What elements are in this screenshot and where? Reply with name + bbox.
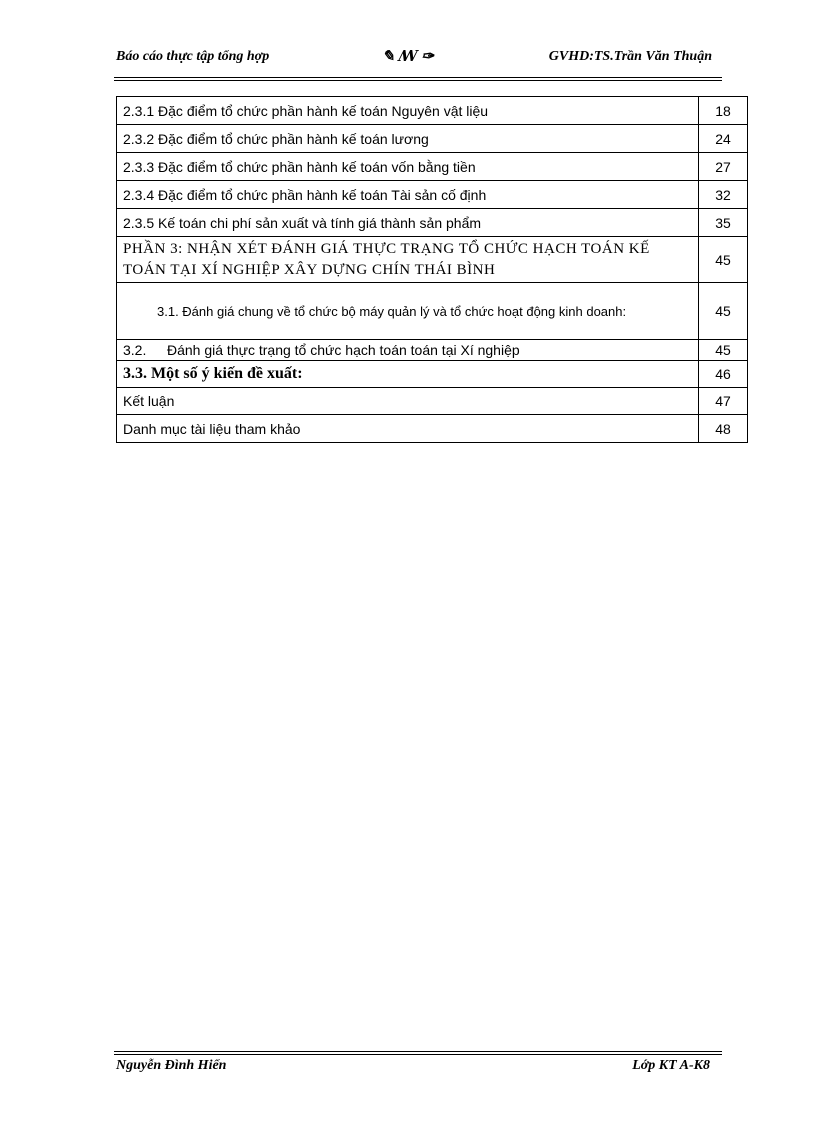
toc-title: 2.3.2 Đặc điểm tổ chức phần hành kế toán lương — [117, 125, 699, 153]
toc-title: Đánh giá thực trạng tổ chức hạch toán toán tại Xí nghiệp — [167, 342, 520, 358]
toc-title: 2.3.3 Đặc điểm tổ chức phần hành kế toán vốn bằng tiền — [117, 153, 699, 181]
toc-title: 3.3. Một số ý kiến đề xuất: — [117, 361, 699, 388]
toc-title: 3.1. Đánh giá chung về tổ chức bộ máy quản lý và tổ chức hoạt động kinh doanh: — [117, 283, 699, 340]
toc-row — [117, 209, 748, 237]
toc-row — [117, 153, 748, 181]
toc-page-number: 35 — [699, 209, 748, 237]
toc-page-number: 18 — [699, 97, 748, 125]
header-divider — [114, 77, 722, 81]
toc-row — [117, 237, 748, 283]
toc-page-number: 48 — [699, 415, 748, 443]
toc-row — [117, 361, 748, 388]
header-ornament: ✎ ꟿ ✑ — [382, 49, 434, 65]
toc-title: 2.3.5 Kế toán chi phí sản xuất và tính giá thành sản phẩm — [117, 209, 699, 237]
toc-page-number: 32 — [699, 181, 748, 209]
toc-title-cell — [117, 340, 699, 361]
toc-page-number: 45 — [699, 283, 748, 340]
toc-row — [117, 97, 748, 125]
toc-row — [117, 415, 748, 443]
toc-title: 2.3.1 Đặc điểm tổ chức phần hành kế toán Nguyên vật liệu — [117, 97, 699, 125]
toc-row — [117, 388, 748, 415]
toc-row — [117, 125, 748, 153]
toc-page-number: 47 — [699, 388, 748, 415]
footer-author: Nguyễn Đình Hiển — [116, 1058, 227, 1073]
toc-row — [117, 181, 748, 209]
footer-divider — [114, 1051, 722, 1055]
toc-page-number: 24 — [699, 125, 748, 153]
toc-page-number: 27 — [699, 153, 748, 181]
toc-page-number: 45 — [699, 237, 748, 283]
toc-row — [117, 283, 748, 340]
header-supervisor: GVHD:TS.Trần Văn Thuận — [548, 49, 712, 64]
toc-title: Kết luận — [117, 388, 699, 415]
toc-title: 2.3.4 Đặc điểm tổ chức phần hành kế toán Tài sản cố định — [117, 181, 699, 209]
toc-page-number: 46 — [699, 361, 748, 388]
toc-row — [117, 340, 748, 361]
page-footer — [116, 1058, 722, 1080]
table-of-contents — [116, 96, 748, 443]
toc-title: Danh mục tài liệu tham khảo — [117, 415, 699, 443]
toc-section-heading: PHẦN 3: NHẬN XÉT ĐÁNH GIÁ THỰC TRẠNG TỔ CHỨC HẠCH TOÁN KẾ TOÁN TẠI XÍ NGHIỆP XÂY DỰNG CHÍN THÁI BÌNH — [117, 237, 699, 283]
toc-number: 3.2. — [123, 342, 147, 358]
page-header — [116, 47, 722, 71]
header-report-title: Báo cáo thực tập tổng hợp — [116, 49, 270, 64]
footer-class: Lớp KT A-K8 — [632, 1058, 710, 1073]
toc-page-number: 45 — [699, 340, 748, 361]
